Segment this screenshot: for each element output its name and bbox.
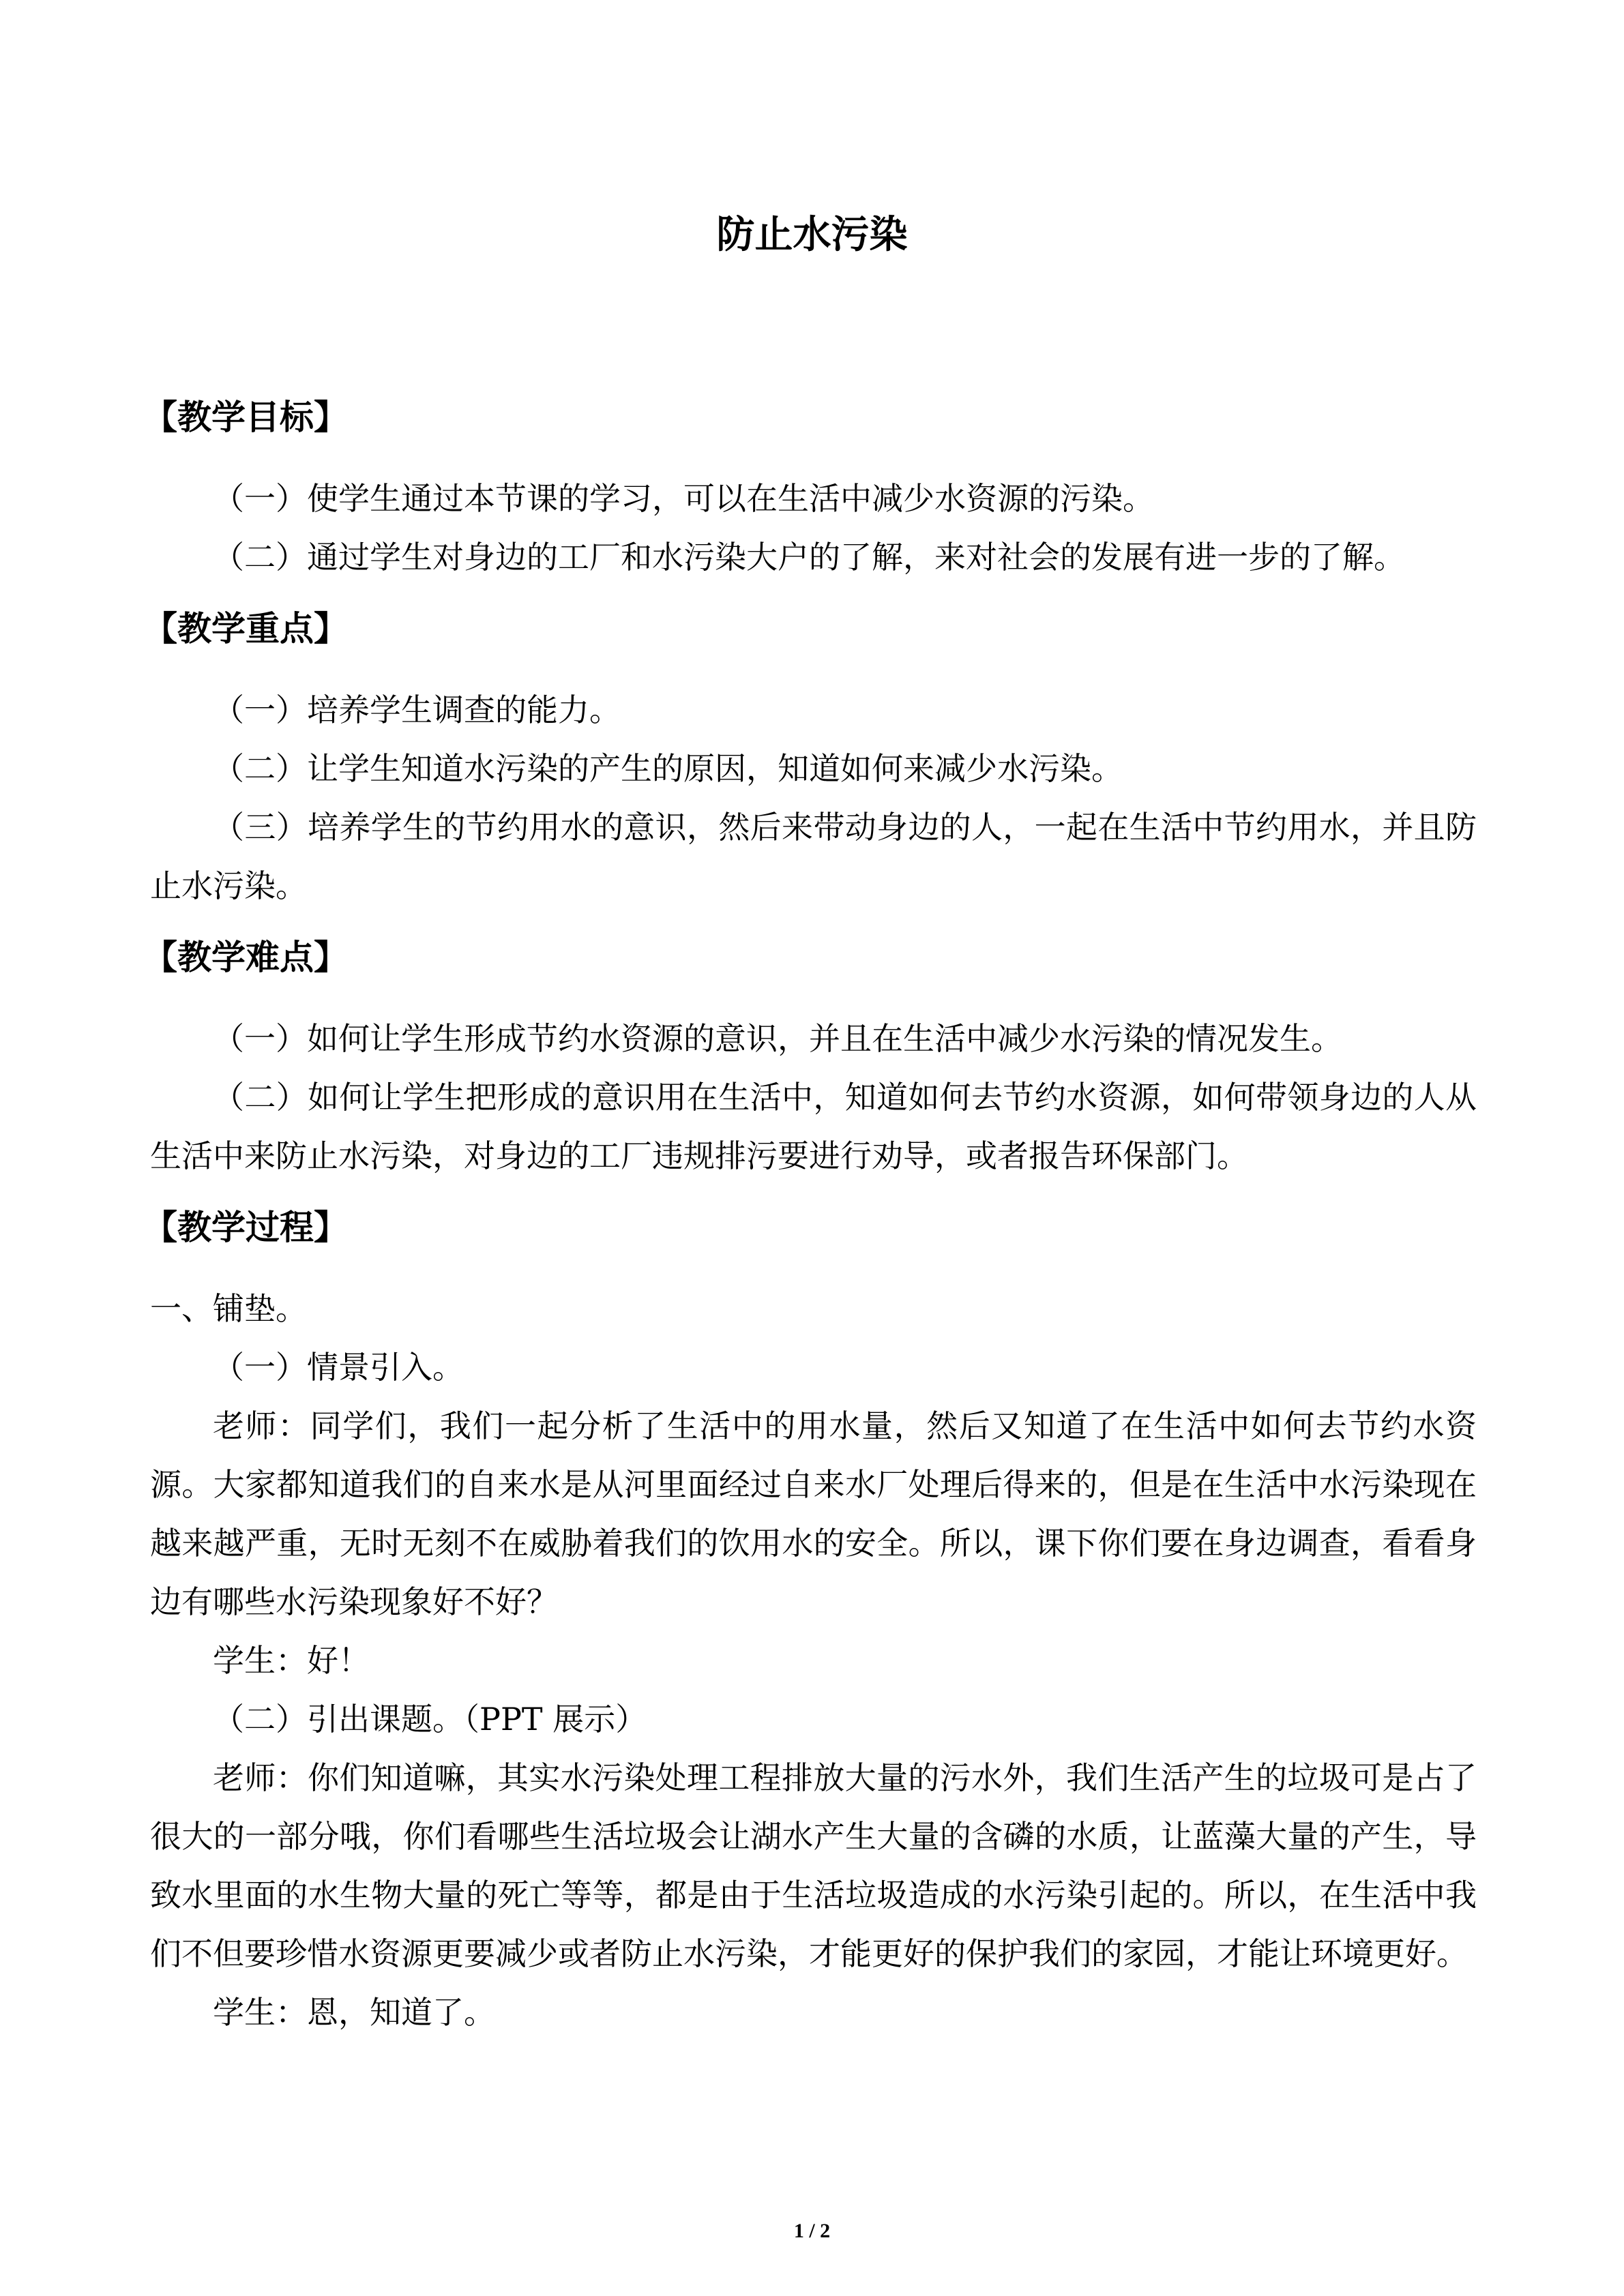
paragraph: （一）使学生通过本节课的学习，可以在生活中减少水资源的污染。 (213, 480, 1154, 517)
paragraph: （一）如何让学生形成节约水资源的意识，并且在生活中减少水污染的情况发生。 (213, 1020, 1342, 1057)
paragraph: 老师：你们知道嘛，其实水污染处理工程排放大量的污水外，我们生活产生的垃圾可是占了很大的一部分哦，你们看哪些生活垃圾会让湖水产生大量的含磷的水质，让蓝藻大量的产生，导致水里面的水生物大量的死亡等等，都是由于生活垃圾造成的水污染引起的。所以，在生活中我们不但要珍惜水资源更要减少或者防止水污染，才能更好的保护我们的家园，才能让环境更好。 (150, 1759, 1477, 1972)
paragraph: （一）培养学生调查的能力。 (213, 691, 621, 728)
page-title: 防止水污染 (716, 213, 908, 257)
section-heading-process: 【教学过程】 (143, 1208, 348, 1247)
paragraph: 学生：恩，知道了。 (213, 1994, 495, 2031)
section-heading-key-points: 【教学重点】 (143, 609, 348, 648)
subheading: 一、铺垫。 (150, 1290, 307, 1327)
paragraph: 老师：同学们，我们一起分析了生活中的用水量，然后又知道了在生活中如何去节约水资源。大家都知道我们的自来水是从河里面经过自来水厂处理后得来的，但是在生活中水污染现在越来越严重，无时无刻不在威胁着我们的饮用水的安全。所以，课下你们要在身边调查，看看身边有哪些水污染现象好不好？ (150, 1407, 1477, 1620)
page-number: 1 / 2 (793, 2220, 831, 2242)
paragraph: （二）如何让学生把形成的意识用在生活中，知道如何去节约水资源，如何带领身边的人从生活中来防止水污染，对身边的工厂违规排污要进行劝导，或者报告环保部门。 (150, 1079, 1477, 1174)
paragraph: （二）引出课题。（PPT 展示） (213, 1701, 647, 1738)
paragraph: （二）让学生知道水污染的产生的原因，知道如何来减少水污染。 (213, 750, 1123, 787)
paragraph: （二）通过学生对身边的工厂和水污染大户的了解，来对社会的发展有进一步的了解。 (213, 539, 1405, 576)
paragraph: （一）情景引入。 (213, 1349, 464, 1386)
document-body (143, 382, 1477, 2042)
paragraph: 学生：好！ (213, 1642, 370, 1679)
section-heading-objectives: 【教学目标】 (143, 398, 348, 437)
section-heading-difficulties: 【教学难点】 (143, 938, 348, 977)
paragraph: （三）培养学生的节约用水的意识，然后来带动身边的人，一起在生活中节约用水，并且防止水污染。 (150, 809, 1477, 904)
